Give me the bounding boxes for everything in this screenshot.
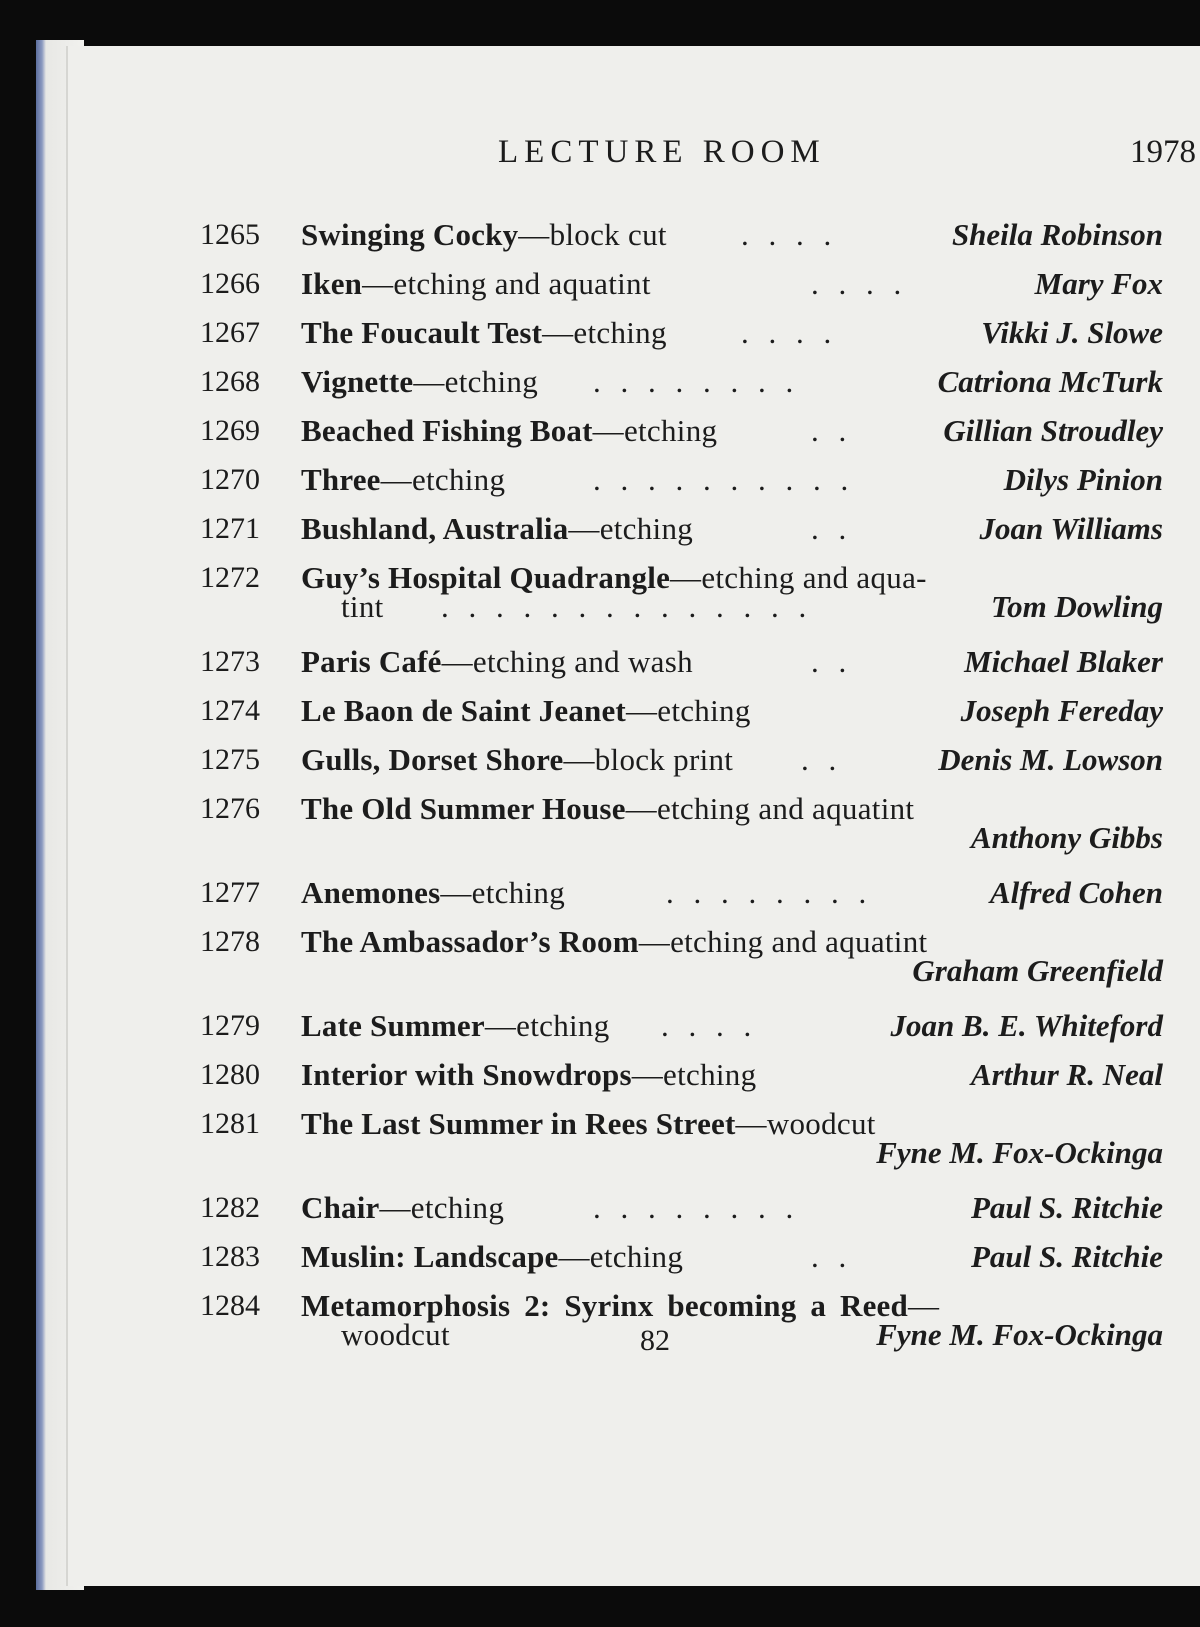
artist-name: Vikki J. Slowe [981, 315, 1163, 350]
list-item [68, 504, 1200, 553]
running-head [68, 134, 1200, 174]
entry-title: Anemones [301, 875, 441, 910]
list-item [68, 1183, 1200, 1232]
artist-name: Paul S. Ritchie [970, 1239, 1163, 1274]
artist-name: Tom Dowling [991, 589, 1163, 624]
list-item [68, 1001, 1200, 1050]
entry-number: 1283 [200, 1240, 260, 1273]
entry-medium: —etching [379, 1190, 505, 1225]
entry-medium: —etching and aquatint [638, 924, 928, 959]
artist-name: Mary Fox [1034, 266, 1163, 301]
entry-title: The Ambassador’s Room [301, 924, 639, 959]
list-item [68, 735, 1200, 784]
entry-title: Guy’s Hospital Quadrangle [301, 560, 671, 595]
artist-name: Catriona McTurk [937, 364, 1163, 399]
entry-title: The Old Summer House [301, 791, 626, 826]
list-item [68, 1232, 1200, 1281]
entry-medium: —etching and wash [441, 644, 693, 679]
entry-medium: —etching [484, 1008, 610, 1043]
dot-leader: . . . . . . . . [593, 1190, 800, 1225]
entry-title: Gulls, Dorset Shore [301, 742, 564, 777]
dot-leader: . . . . . . . . . . . . . . [441, 589, 813, 624]
entry-medium: —etching [568, 511, 694, 546]
entry-title: Paris Café [301, 644, 442, 679]
artist-name: Graham Greenfield [912, 953, 1163, 988]
entry-medium: —etching [558, 1239, 684, 1274]
entry-medium: — [907, 1288, 940, 1323]
entry-number: 1277 [200, 876, 260, 909]
year: 1978 [1130, 134, 1196, 170]
entry-number: 1268 [200, 365, 260, 398]
artist-name: Denis M. Lowson [938, 742, 1163, 777]
artist-name: Gillian Stroudley [943, 413, 1163, 448]
list-item [68, 1099, 1200, 1171]
entry-number: 1266 [200, 267, 260, 300]
entry-title: Le Baon de Saint Jeanet [301, 693, 626, 728]
entry-title: The Foucault Test [301, 315, 543, 350]
dot-leader: . . . . [741, 217, 838, 252]
artist-name: Alfred Cohen [989, 875, 1163, 910]
list-item [68, 637, 1200, 686]
artist-name: Joseph Fereday [960, 693, 1163, 728]
catalogue-page [66, 46, 1200, 1586]
entry-number: 1271 [200, 512, 260, 545]
entry-medium: —etching and aquatint [625, 791, 915, 826]
list-item [68, 917, 1200, 989]
entry-continuation: woodcut [341, 1317, 450, 1352]
dot-leader: . . . . [741, 315, 838, 350]
dot-leader: . . . . [811, 266, 908, 301]
entry-continuation: tint [341, 589, 384, 624]
entry-medium: —block print [563, 742, 734, 777]
list-item [68, 455, 1200, 504]
dot-leader: . . [811, 644, 853, 679]
entry-title: Late Summer [301, 1008, 485, 1043]
entry-medium: —etching [440, 875, 566, 910]
dot-leader: . . [811, 511, 853, 546]
artist-name: Dilys Pinion [1003, 462, 1163, 497]
entry-title: Bushland, Australia [301, 511, 569, 546]
entry-number: 1280 [200, 1058, 260, 1091]
entry-title: Vignette [301, 364, 414, 399]
artist-name: Fyne M. Fox-Ockinga [876, 1135, 1163, 1170]
entry-title: Interior with Snowdrops [301, 1057, 632, 1092]
list-item [68, 259, 1200, 308]
entry-medium: —woodcut [735, 1106, 876, 1141]
entry-title: Muslin: Landscape [301, 1239, 559, 1274]
entry-title: Chair [301, 1190, 380, 1225]
entry-title: Swinging Cocky [301, 217, 519, 252]
artist-name: Fyne M. Fox-Ockinga [876, 1317, 1163, 1352]
entry-number: 1270 [200, 463, 260, 496]
entry-medium: —etching [592, 413, 718, 448]
entry-number: 1273 [200, 645, 260, 678]
list-item [68, 686, 1200, 735]
entry-medium: —etching [542, 315, 667, 350]
entry-number: 1278 [200, 925, 260, 958]
entry-title: Metamorphosis 2: Syrinx becoming a Reed [301, 1288, 908, 1323]
dot-leader: . . [811, 1239, 853, 1274]
artist-name: Paul S. Ritchie [970, 1190, 1163, 1225]
page-number: 82 [640, 1324, 670, 1357]
entry-number: 1282 [200, 1191, 260, 1224]
entry-number: 1274 [200, 694, 260, 727]
artist-name: Michael Blaker [964, 644, 1163, 679]
entry-number: 1272 [200, 561, 260, 594]
artist-name: Anthony Gibbs [970, 820, 1163, 855]
entry-title: Three [301, 462, 381, 497]
entry-title: The Last Summer in Rees Street [301, 1106, 736, 1141]
entry-number: 1275 [200, 743, 260, 776]
dot-leader: . . . . [661, 1008, 758, 1043]
list-item [68, 553, 1200, 625]
artist-name: Sheila Robinson [951, 217, 1163, 252]
artist-name: Arthur R. Neal [970, 1057, 1163, 1092]
entry-medium: —etching and aquatint [362, 266, 651, 301]
dot-leader: . . [801, 742, 843, 777]
entry-medium: —etching [625, 693, 751, 728]
list-item [68, 868, 1200, 917]
dot-leader: . . . . . . . . [666, 875, 873, 910]
entry-medium: —etching [413, 364, 539, 399]
list-item [68, 357, 1200, 406]
dot-leader: . . [811, 413, 853, 448]
entry-number: 1276 [200, 792, 260, 825]
entry-number: 1284 [200, 1289, 260, 1322]
artist-name: Joan B. E. Whiteford [890, 1008, 1163, 1043]
entry-title: Beached Fishing Boat [301, 413, 593, 448]
entry-number: 1267 [200, 316, 260, 349]
list-item [68, 1050, 1200, 1099]
entry-title: Iken [301, 266, 363, 301]
artist-name: Joan Williams [979, 511, 1163, 546]
entry-list [68, 210, 1200, 1353]
entry-medium: —block cut [518, 217, 667, 252]
list-item [68, 210, 1200, 259]
entry-medium: —etching [380, 462, 506, 497]
entry-medium: —etching [631, 1057, 757, 1092]
list-item [68, 406, 1200, 455]
list-item [68, 308, 1200, 357]
dot-leader: . . . . . . . . [593, 364, 800, 399]
dot-leader: . . . . . . . . . . [593, 462, 855, 497]
entry-medium: —etching and aqua- [670, 560, 927, 595]
entry-number: 1269 [200, 414, 260, 447]
entry-number: 1265 [200, 218, 260, 251]
entry-number: 1281 [200, 1107, 260, 1140]
section-title: LECTURE ROOM [498, 134, 826, 170]
entry-number: 1279 [200, 1009, 260, 1042]
list-item [68, 784, 1200, 856]
